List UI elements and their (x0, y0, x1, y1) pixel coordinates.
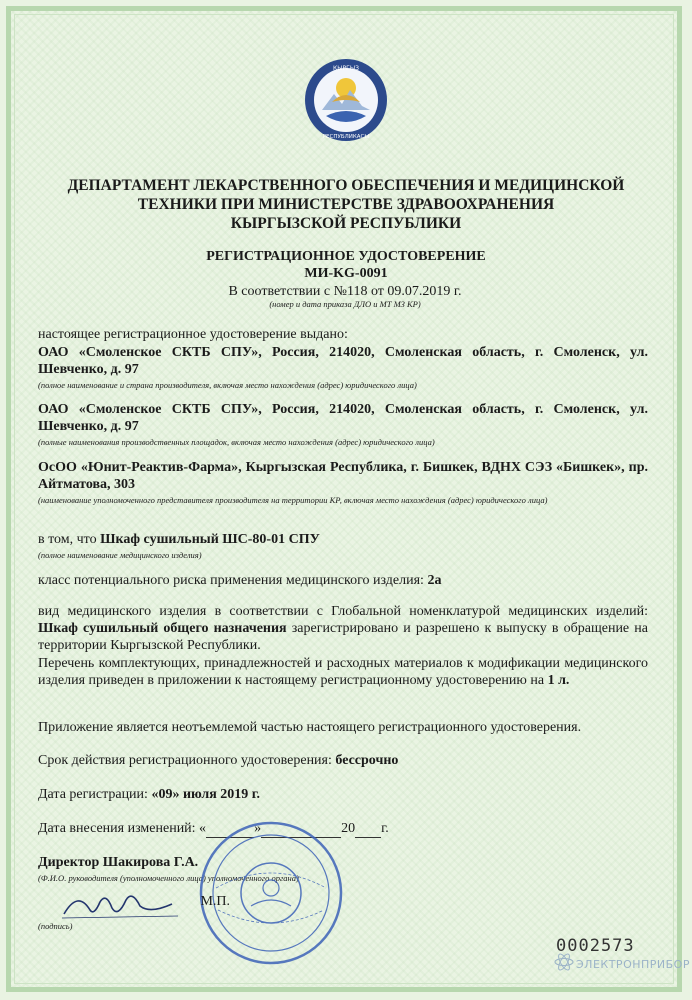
change-year-blank (355, 820, 381, 838)
certificate-title: РЕГИСТРАЦИОННОЕ УДОСТОВЕРЕНИЕ (206, 249, 486, 264)
production-sites: ОАО «Смоленское СКТБ СПУ», Россия, 214020, Смоленская область, г. Смоленск, ул. Шевченко, д. 97 (38, 402, 648, 434)
serial-number: 0002573 (556, 936, 635, 956)
appendix-line: Приложение является неотъемлемой частью настоящего регистрационного удостоверения. (38, 720, 582, 735)
validity-prefix: Срок действия регистрационного удостоверения: (38, 753, 336, 768)
order-note: (номер и дата приказа ДЛО и МТ МЗ КР) (269, 299, 421, 309)
reg-date: «09» июля 2019 г. (151, 787, 261, 802)
device-prefix: в том, что (38, 532, 101, 547)
risk-prefix: класс потенциального риска применения медицинского изделия: (38, 573, 428, 588)
mp-label: М.П. (200, 894, 230, 909)
representative-block (38, 459, 648, 505)
emblem-top-text: КЫРГЫЗ (333, 65, 359, 72)
reg-date-prefix: Дата регистрации: (38, 787, 152, 802)
department-line-2: ТЕХНИКИ ПРИ МИНИСТЕРСТВЕ ЗДРАВООХРАНЕНИЯ (137, 196, 555, 213)
type-name: Шкаф сушильный общего назначения (38, 621, 287, 636)
kyrgyz-state-emblem-icon (304, 58, 388, 142)
change-date-prefix: Дата внесения изменений: « (38, 821, 207, 836)
change-date-year: 20 (341, 821, 356, 836)
device-note: (полное наименование медицинского изделия) (38, 550, 202, 560)
registration-date-line (38, 786, 648, 803)
device-name: Шкаф сушильный ШС-80-01 СПУ (100, 532, 320, 547)
representative-note: (наименование уполномоченного представителя производителя на территории КР, включая место нахождения (адрес) юридического лица) (38, 495, 548, 505)
risk-class-line (38, 572, 648, 589)
manufacturer: ОАО «Смоленское СКТБ СПУ», Россия, 214020, Смоленская область, г. Смоленск, ул. Шевченко, д. 97 (38, 345, 648, 377)
manufacturer-note: (полное наименование и страна производителя, включая место нахождения (адрес) юридического лица) (38, 380, 417, 390)
department-line-1: ДЕПАРТАМЕНТ ЛЕКАРСТВЕННОГО ОБЕСПЕЧЕНИЯ И МЕДИЦИНСКОЙ (67, 177, 625, 194)
department-name (0, 176, 692, 233)
validity-value: бессрочно (335, 753, 399, 768)
issued-intro: настоящее регистрационное удостоверение выдано: (38, 327, 348, 342)
production-block (38, 401, 648, 447)
validity-line (38, 752, 648, 769)
list-prefix: Перечень комплектующих, принадлежностей и расходных материалов к модификации медицинского изделия приведен в приложении к настоящему регистрационному удостоверению на (38, 656, 648, 688)
atom-icon (554, 952, 574, 972)
manufacturer-block (38, 344, 648, 390)
signature-note: (подпись) (38, 921, 73, 931)
components-paragraph (38, 655, 648, 689)
emblem-bottom-text: РЕСПУБЛИКАСЫ (322, 134, 370, 140)
device-type-paragraph (38, 603, 648, 654)
director-name: Директор Шакирова Г.А. (38, 855, 199, 870)
risk-class: 2а (427, 573, 442, 588)
production-note: (полные наименования производственных площадок, включая место нахождения (адрес) юридического лица) (38, 437, 435, 447)
device-block (38, 531, 648, 560)
watermark-text: ЭЛЕКТРОНПРИБОР (576, 958, 690, 971)
certificate-number: МИ-KG-0091 (304, 266, 388, 281)
type-prefix: вид медицинского изделия в соответствии с Глобальной номенклатурой медицинских изделий: (38, 604, 648, 619)
department-line-3: КЫРГЫЗСКОЙ РЕСПУБЛИКИ (230, 215, 462, 232)
type-suffix: зарегистрировано и разрешено к выпуску в обращение на территории Кыргызской Республики. (38, 621, 648, 653)
change-date-mid: » (254, 821, 262, 836)
list-pages: 1 л. (547, 673, 570, 688)
director-note: (Ф.И.О. руководителя (уполномоченного лица) уполномоченного органа) (38, 873, 299, 883)
representative: ОсОО «Юнит-Реактив-Фарма», Кыргызская Республика, г. Бишкек, ВДНХ СЭЗ «Бишкек», пр. Айтматова, 303 (38, 460, 648, 492)
change-date-suffix: г. (381, 821, 389, 836)
order-reference: В соответствии с №118 от 09.07.2019 г. (228, 284, 462, 299)
